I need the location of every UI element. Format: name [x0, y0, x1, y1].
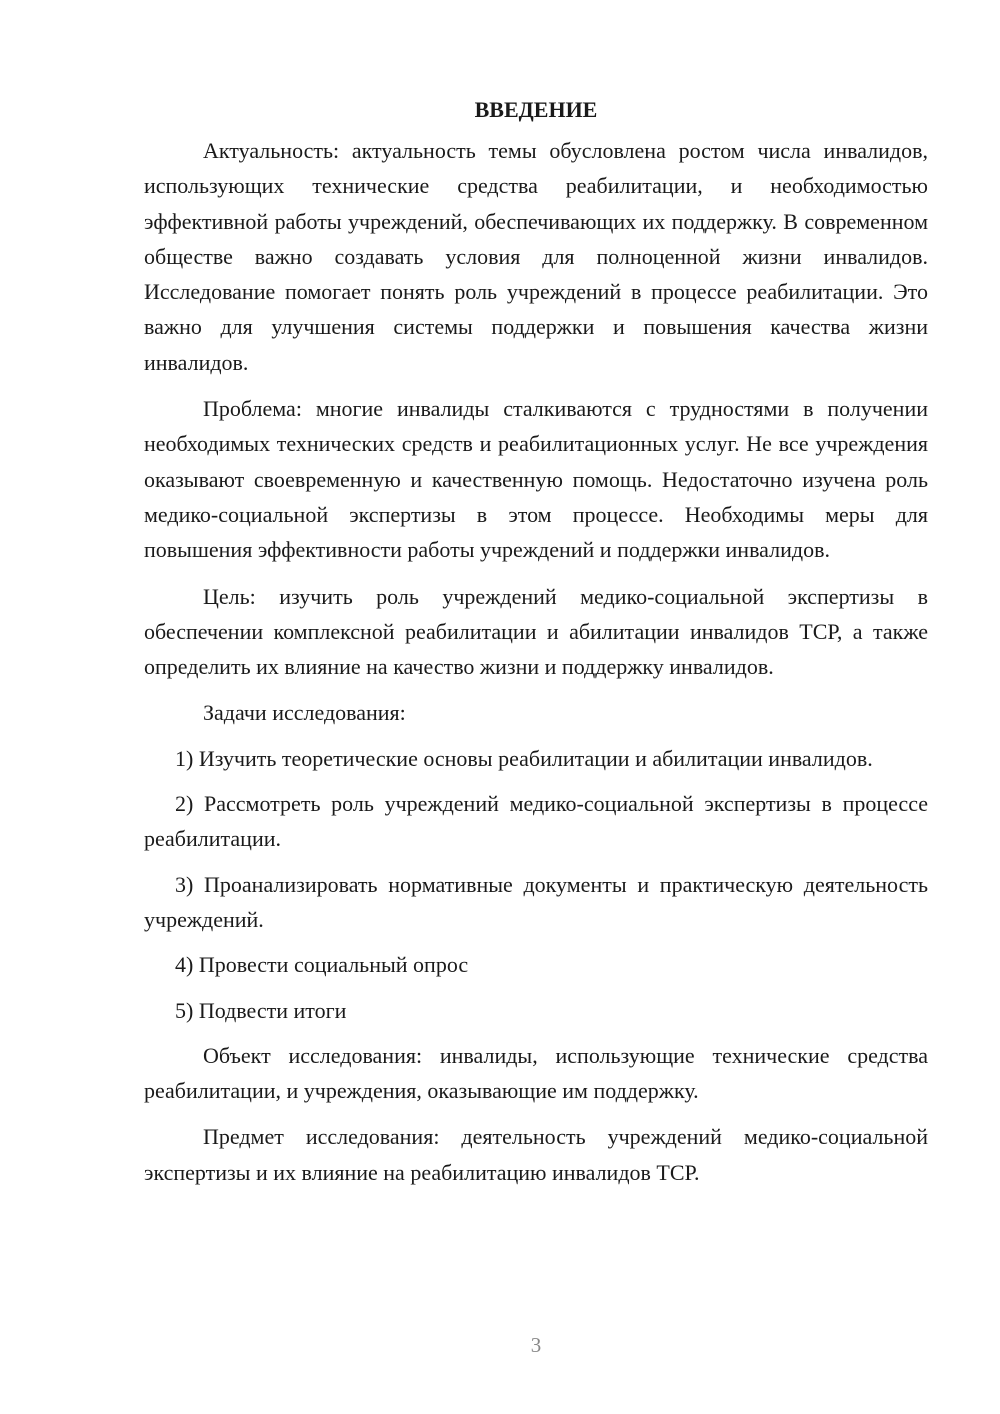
page-title: ВВЕДЕНИЕ — [474, 97, 598, 122]
task-item-3: 3) Проанализировать нормативные документы и практическую деятельность учреждений. — [144, 871, 928, 932]
document-page — [144, 88, 928, 1201]
paragraph-problem: Проблема: многие инвалиды сталкиваются с трудностями в получении необходимых технических средств и реабилитационных услуг. Не все учреждения оказывают своевременную и качественную помощь. Недостаточно изучена роль медико-социальной экспертизы в этом процессе. Необходимы меры для повышения эффективности работы учреждений и поддержки инвалидов. — [144, 396, 928, 563]
task-item-2: 2) Рассмотреть роль учреждений медико-социальной экспертизы в процессе реабилитации. — [144, 791, 928, 852]
task-item-5: 5) Подвести итоги — [175, 997, 347, 1023]
task-item-1: 1) Изучить теоретические основы реабилитации и абилитации инвалидов. — [175, 745, 873, 771]
task-item-4: 4) Провести социальный опрос — [175, 952, 469, 978]
paragraph-object: Объект исследования: инвалиды, использующие технические средства реабилитации, и учреждения, оказывающие им поддержку. — [144, 1042, 928, 1104]
tasks-heading: Задачи исследования: — [203, 700, 406, 726]
page-number: 3 — [530, 1333, 542, 1357]
paragraph-subject: Предмет исследования: деятельность учреждений медико-социальной экспертизы и их влияние на реабилитацию инвалидов ТСР. — [144, 1124, 928, 1185]
paragraph-goal: Цель: изучить роль учреждений медико-социальной экспертизы в обеспечении комплексной реабилитации и абилитации инвалидов ТСР, а также определить их влияние на качество жизни и поддержку инвалидов. — [144, 583, 928, 680]
paragraph-relevance: Актуальность: актуальность темы обусловлена ростом числа инвалидов, использующих технические средства реабилитации, и необходимостью эффективной работы учреждений, обеспечивающих их поддержку. В современном обществе важно создавать условия для полноценной жизни инвалидов. Исследование помогает понять роль учреждений в процессе реабилитации. Это важно для улучшения системы поддержки и повышения качества жизни инвалидов. — [144, 138, 928, 375]
